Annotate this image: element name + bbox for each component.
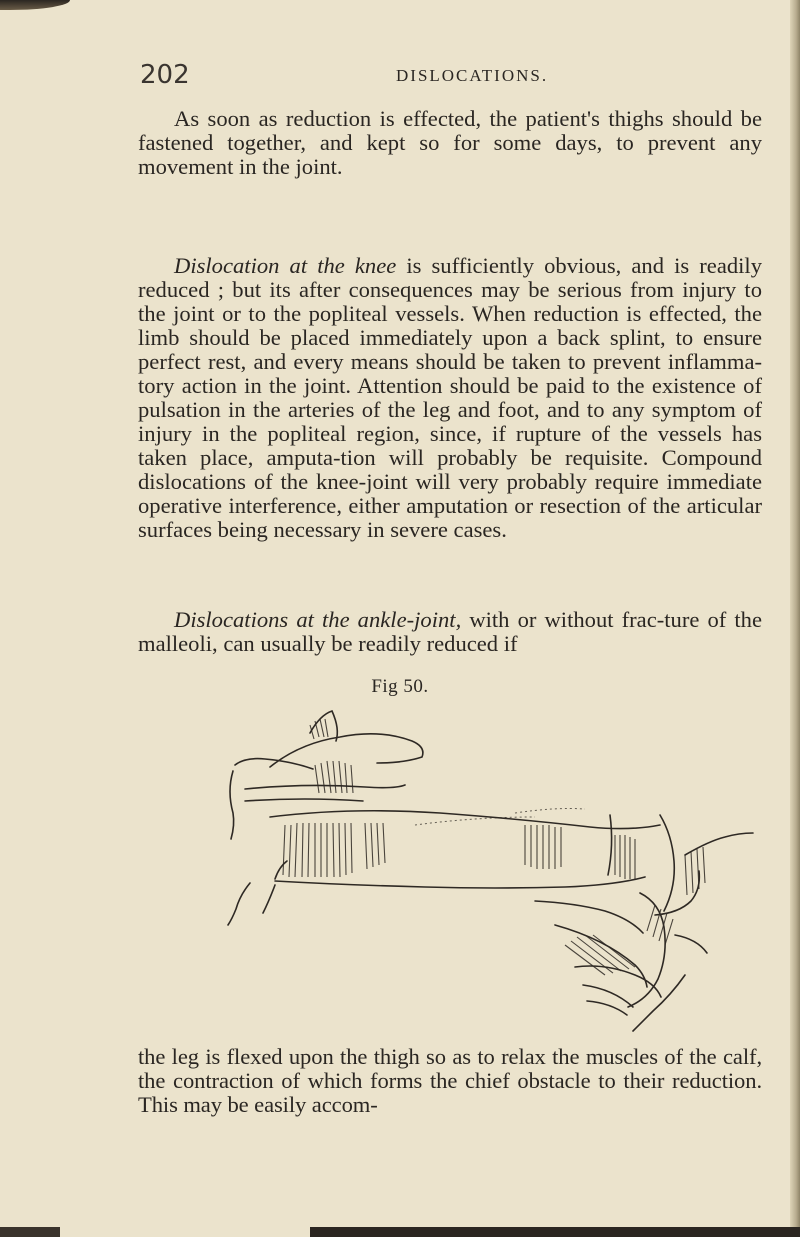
figure-caption: Fig 50. xyxy=(371,676,429,697)
paragraph-text: is sufficiently obvious, and is readily reduced ; but its after consequences may be serious from injury to the joint or to the popliteal vessels. When reduction is effected, the limb should be placed immediately upon a back splint, to ensure perfect rest, and every means should be taken to prevent inflamma-tory action in the joint. Attention should be paid to the existence of pulsation in the arteries of the leg and foot, and to any symptom of injury in the popliteal region, since, if rupture of the vessels has taken place, amputa-tion will probably be requisite. Compound dislocations of the knee-joint will very probably require immediate operative interference, either amputation or resection of the articular surfaces being necessary in severe cases. xyxy=(138,253,762,542)
paragraph-lead-in: Dislocations at the ankle-joint, xyxy=(174,607,462,632)
page-number: 202 xyxy=(140,60,190,90)
page-header xyxy=(140,56,660,96)
paragraph-text: with or without frac-ture of the malleoli, can usually be readily reduced if xyxy=(138,607,762,656)
paragraph-lead-in: Dislocation at the knee xyxy=(174,253,397,278)
paragraph-knee-dislocation xyxy=(138,254,762,542)
running-head: DISLOCATIONS. xyxy=(396,66,549,85)
page-edge-shadow-right xyxy=(790,0,800,1237)
page-edge-shadow-top xyxy=(0,0,70,10)
paragraph-hip-thighs xyxy=(138,107,762,179)
page-edge-shadow-bottom xyxy=(0,1227,800,1237)
paragraph-text: the leg is flexed upon the thigh so as to relax the muscles of the calf, the contraction of which forms the chief obstacle to their reduction. This may be easily accom- xyxy=(138,1044,762,1117)
paragraph-text: As soon as reduction is effected, the patient's thighs should be fastened together, and kept so for some days, to prevent any movement in the joint. xyxy=(138,106,762,179)
flexed-leg-illustration xyxy=(215,705,775,1035)
paragraph-continuation xyxy=(138,1045,762,1117)
paragraph-ankle-dislocation xyxy=(138,608,762,656)
